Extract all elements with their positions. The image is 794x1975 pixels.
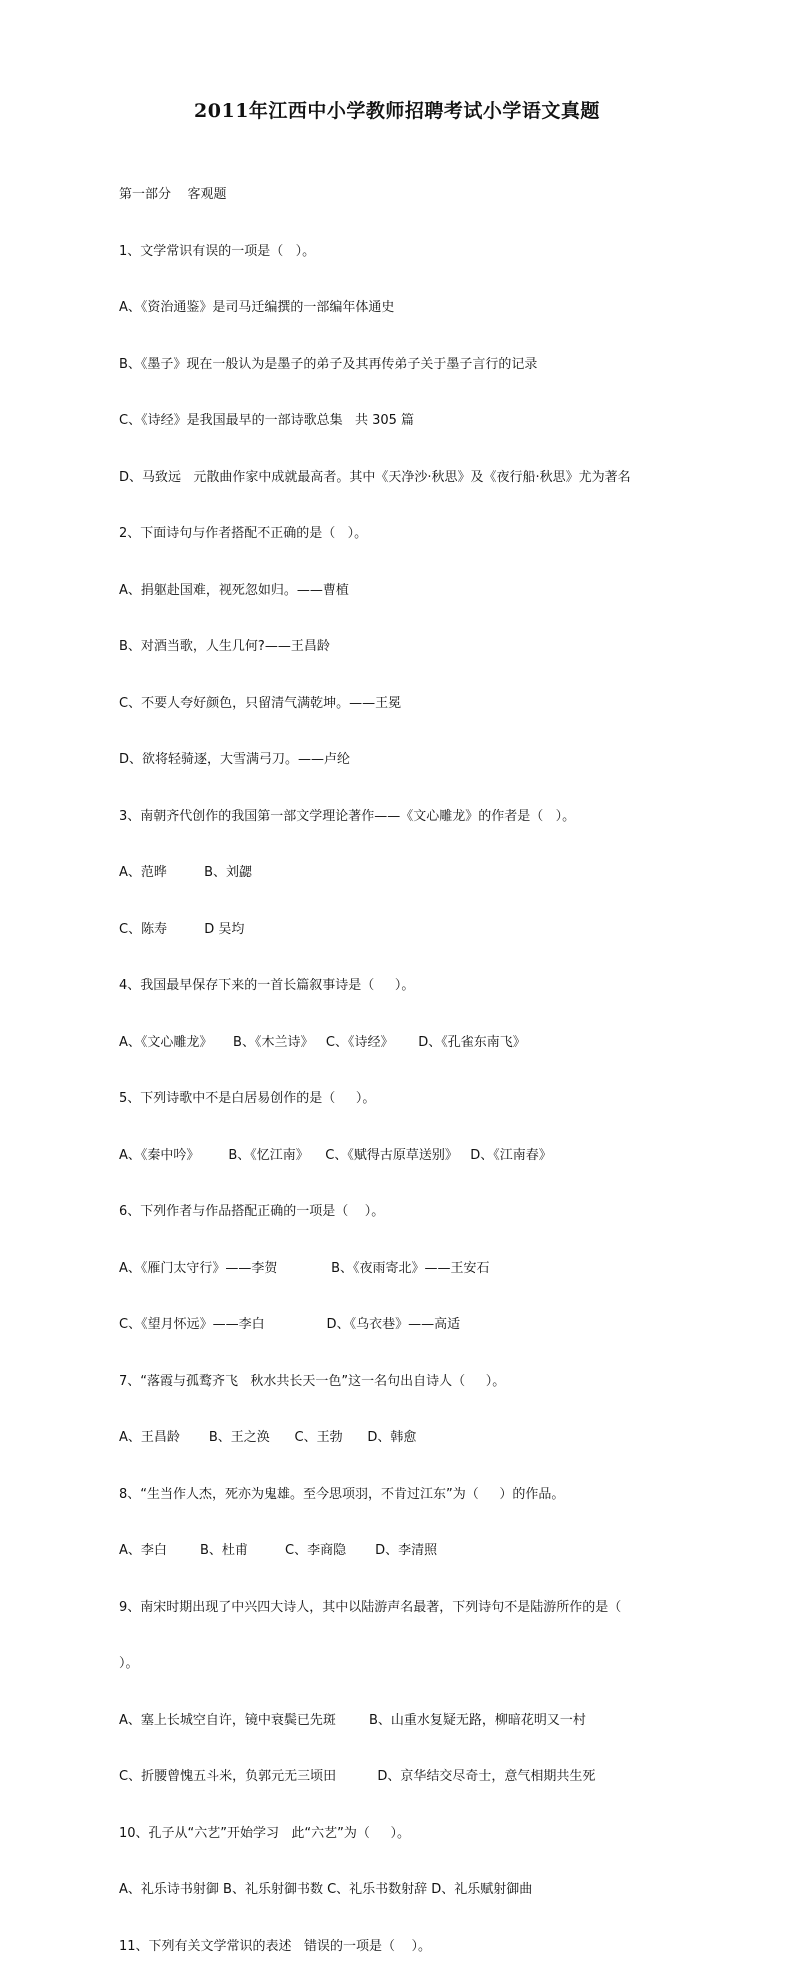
option-line: A、塞上长城空自许，镜中衰鬓已先斑 B、山重水复疑无路，柳暗花明又一村 (119, 1712, 586, 1728)
question-5: 5、下列诗歌中不是白居易创作的是（ ）。 (119, 1091, 376, 1106)
option-line: C、《望月怀远》——李白 D、《乌衣巷》——高适 (119, 1317, 461, 1332)
option-line: A、《雁门太守行》——李贺 B、《夜雨寄北》——王安石 (119, 1260, 490, 1276)
option-line: C、折腰曾愧五斗米，负郭元无三顷田 D、京华结交尽奇士，意气相期共生死 (119, 1769, 596, 1784)
option-line: D、欲将轻骑逐，大雪满弓刀。——卢纶 (119, 752, 351, 767)
question-6: 6、下列作者与作品搭配正确的一项是（ ）。 (119, 1204, 385, 1219)
question-7: 7、“落霞与孤鹜齐飞 秋水共长天一色”这一名句出自诗人（ ）。 (119, 1373, 506, 1389)
question-11: 11、下列有关文学常识的表述 错误的一项是（ ）。 (119, 1938, 431, 1954)
option-line: A、《资治通鉴》是司马迁编撰的一部编年体通史 (119, 300, 395, 315)
option-line: B、《墨子》现在一般认为是墨子的弟子及其再传弟子关于墨子言行的记录 (119, 356, 538, 372)
question-list (119, 152, 719, 1975)
question-1: 1、文学常识有误的一项是（ ）。 (119, 243, 316, 259)
option-line: C、《诗经》是我国最早的一部诗歌总集 共 305 篇 (119, 413, 415, 428)
option-line: D、马致远 元散曲作家中成就最高者。其中《天净沙·秋思》及《夜行船·秋思》尤为著名 (119, 469, 631, 485)
question-3: 3、南朝齐代创作的我国第一部文学理论著作——《文心雕龙》的作者是（ ）。 (119, 808, 576, 824)
option-line: A、《秦中吟》 B、《忆江南》 C、《赋得古原草送别》 D、《江南春》 (119, 1147, 552, 1163)
question-10: 10、孔子从“六艺”开始学习 此“六艺”为（ ）。 (119, 1825, 411, 1841)
question-9-continuation: ）。 (119, 1656, 139, 1671)
option-line: C、陈寿 D 吴均 (119, 921, 245, 937)
question-9: 9、南宋时期出现了中兴四大诗人，其中以陆游声名最著，下列诗句不是陆游所作的是（ (119, 1599, 622, 1615)
option-line: C、不要人夸好颜色，只留清气满乾坤。——王冕 (119, 695, 402, 711)
question-8: 8、“生当作人杰，死亦为鬼雄。至今思项羽，不肯过江东”为（ ）的作品。 (119, 1486, 565, 1502)
document-title: 2011年江西中小学教师招聘考试小学语文真题 (194, 100, 600, 122)
option-line: A、礼乐诗书射御 B、礼乐射御书数 C、礼乐书数射辞 D、礼乐赋射御曲 (119, 1882, 533, 1897)
option-line: B、对酒当歌，人生几何?——王昌龄 (119, 639, 330, 654)
option-line: A、《文心雕龙》 B、《木兰诗》 C、《诗经》 D、《孔雀东南飞》 (119, 1034, 526, 1050)
option-line: A、李白 B、杜甫 C、李商隐 D、李清照 (119, 1543, 438, 1558)
option-line: A、王昌龄 B、王之涣 C、王勃 D、韩愈 (119, 1430, 417, 1445)
option-line: A、范晔 B、刘勰 (119, 865, 253, 880)
option-line: A、捐躯赴国难，视死忽如归。——曹植 (119, 582, 349, 598)
question-2: 2、下面诗句与作者搭配不正确的是（ ）。 (119, 526, 368, 541)
question-4: 4、我国最早保存下来的一首长篇叙事诗是（ ）。 (119, 978, 415, 993)
section-heading: 第一部分 客观题 (119, 187, 227, 202)
